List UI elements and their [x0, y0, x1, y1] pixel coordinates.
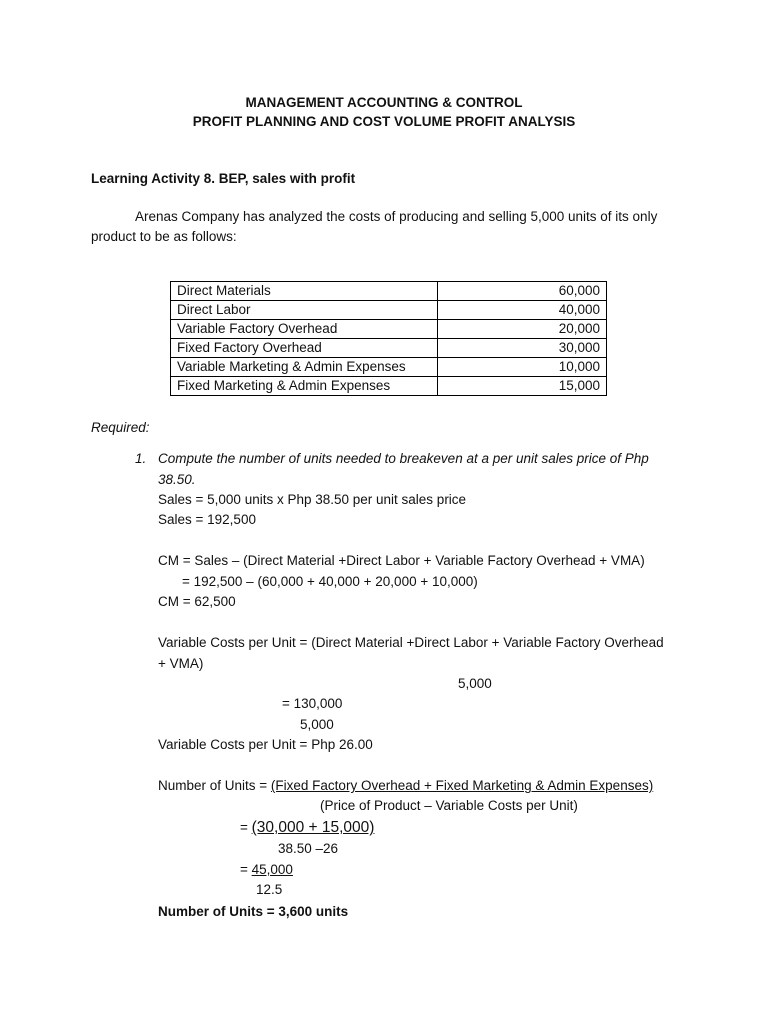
- units-computed-denominator: 12.5: [256, 882, 283, 897]
- table-row: [171, 358, 607, 377]
- cost-item: Direct Materials: [171, 282, 438, 301]
- units-formula-numerator-line: [158, 777, 653, 795]
- cm-formula: CM = Sales – (Direct Material +Direct Labor + Variable Factory Overhead + VMA): [158, 553, 645, 568]
- units-computed-prefix: =: [240, 862, 252, 877]
- cost-amount: 60,000: [438, 282, 607, 301]
- cost-amount: 30,000: [438, 339, 607, 358]
- vc-formula-line-2: + VMA): [158, 656, 204, 671]
- cm-substitution: = 192,500 – (60,000 + 40,000 + 20,000 + 10,000): [182, 574, 478, 589]
- required-label: Required:: [91, 420, 150, 435]
- units-formula-numerator: (Fixed Factory Overhead + Fixed Marketing & Admin Expenses): [270, 778, 654, 793]
- units-computed-numerator: 45,000: [251, 862, 293, 877]
- doc-title-1: MANAGEMENT ACCOUNTING & CONTROL: [245, 95, 523, 110]
- cost-item: Fixed Factory Overhead: [171, 339, 438, 358]
- doc-title-2: PROFIT PLANNING AND COST VOLUME PROFIT ANALYSIS: [192, 114, 576, 129]
- units-substitution-denominator: 38.50 –26: [278, 841, 339, 856]
- cost-amount: 15,000: [438, 377, 607, 396]
- units-substitution-numerator-line: [240, 818, 374, 838]
- units-substitution-prefix: =: [240, 820, 252, 835]
- vc-numerator: = 130,000: [282, 696, 343, 711]
- cost-item: Variable Marketing & Admin Expenses: [171, 358, 438, 377]
- units-formula-prefix: Number of Units =: [158, 778, 271, 793]
- vc-formula-denominator: 5,000: [458, 676, 492, 691]
- cost-amount: 40,000: [438, 301, 607, 320]
- final-result: Number of Units = 3,600 units: [158, 904, 349, 919]
- question-line-2: 38.50.: [158, 472, 196, 487]
- intro-line-1: Arenas Company has analyzed the costs of producing and selling 5,000 units of its only: [135, 209, 658, 224]
- table-row: [171, 282, 607, 301]
- activity-title: Learning Activity 8. BEP, sales with profit: [91, 171, 356, 186]
- question-number: 1.: [135, 451, 147, 466]
- table-row: [171, 377, 607, 396]
- table-row: [171, 301, 607, 320]
- cost-item: Variable Factory Overhead: [171, 320, 438, 339]
- sales-result: Sales = 192,500: [158, 512, 256, 527]
- cm-result: CM = 62,500: [158, 594, 236, 609]
- cost-item: Fixed Marketing & Admin Expenses: [171, 377, 438, 396]
- vc-denominator: 5,000: [300, 717, 334, 732]
- sales-formula: Sales = 5,000 units x Php 38.50 per unit sales price: [158, 492, 467, 507]
- vc-formula-line-1: Variable Costs per Unit = (Direct Material +Direct Labor + Variable Factory Overhead: [158, 635, 664, 650]
- question-line-1: Compute the number of units needed to breakeven at a per unit sales price of Php: [158, 451, 649, 466]
- units-computed-numerator-line: [240, 861, 293, 879]
- table-row: [171, 320, 607, 339]
- vc-result: Variable Costs per Unit = Php 26.00: [158, 737, 373, 752]
- cost-item: Direct Labor: [171, 301, 438, 320]
- units-formula-denominator: (Price of Product – Variable Costs per Unit): [320, 798, 578, 813]
- table-row: [171, 339, 607, 358]
- cost-table: [170, 281, 607, 396]
- units-substitution-numerator: (30,000 + 15,000): [251, 819, 375, 836]
- cost-amount: 20,000: [438, 320, 607, 339]
- cost-amount: 10,000: [438, 358, 607, 377]
- intro-line-2: product to be as follows:: [91, 229, 237, 244]
